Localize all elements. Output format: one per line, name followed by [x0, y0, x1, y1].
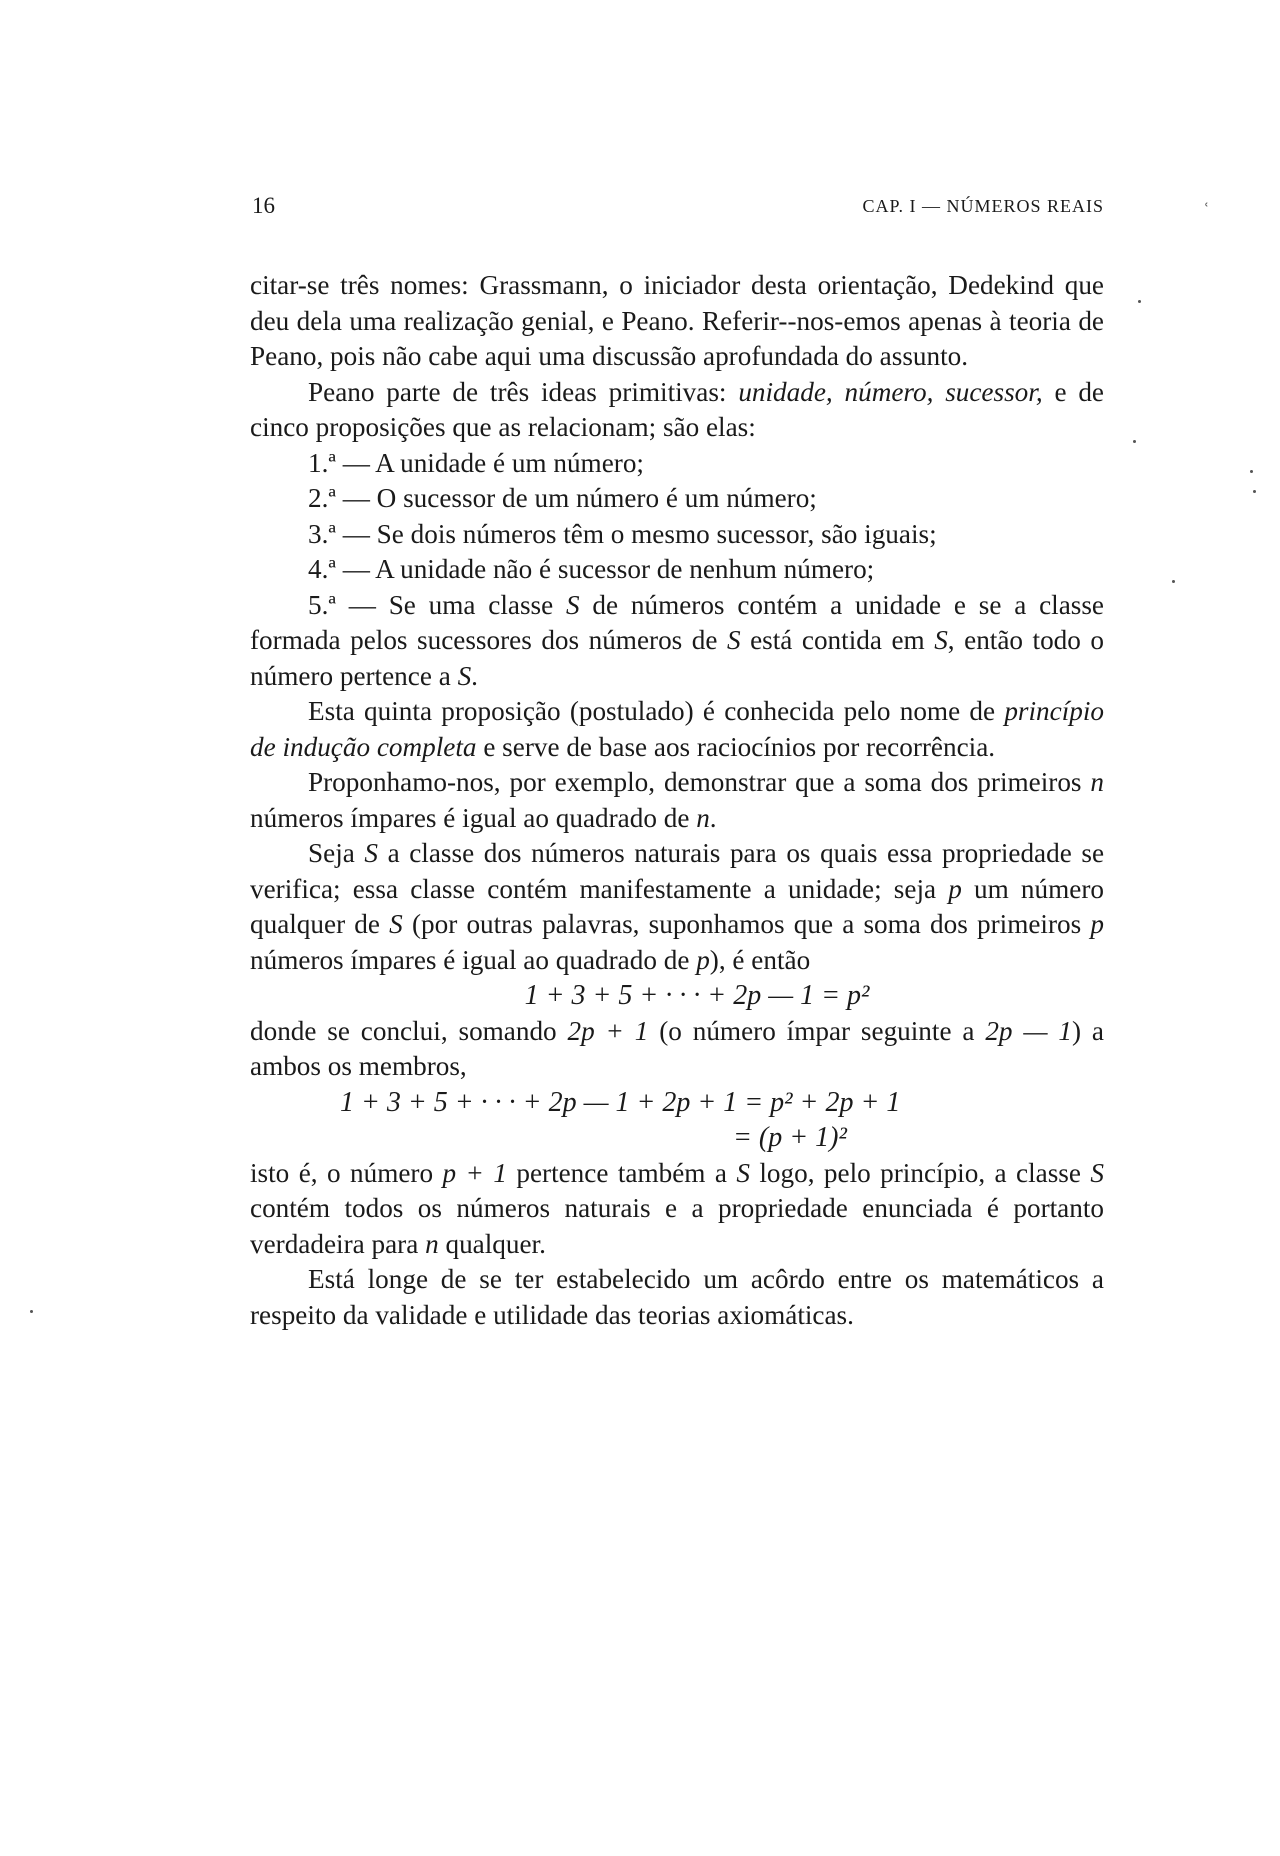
p2-terms: unidade, número, sucessor,: [738, 376, 1043, 407]
p5b-text-b: a classe dos números naturais para os quais essa propriedade se verifica; essa classe contém manifestamente a unidade; seja: [250, 838, 1105, 904]
p5-s3: S: [934, 625, 948, 655]
paragraph-2: [250, 375, 1104, 446]
equation-3: = (p + 1)²: [733, 1122, 847, 1153]
scan-speck: [30, 1310, 33, 1313]
p5b-text-a: Seja: [308, 838, 365, 868]
scan-speck: [1138, 300, 1141, 303]
p5b-p1: p: [948, 873, 962, 904]
scan-speck: [1133, 440, 1136, 443]
p3-text-b: e serve de base aos raciocínios por recorrência.: [476, 731, 996, 762]
p5-s4: S: [457, 660, 472, 691]
p7-text-c: logo, pelo princípio, a classe: [749, 1157, 1091, 1188]
p4-text-b: números ímpares é igual ao quadrado de: [250, 802, 697, 833]
p6-expr2: 2p — 1: [985, 1015, 1072, 1046]
p5-text-a: 5.ª — Se uma classe: [308, 589, 567, 620]
p5-text-b: de números contém a unidade e se a classe formada pelos sucessores dos números de: [250, 589, 1104, 655]
body-text: [250, 268, 1104, 1333]
p7-text-e: qualquer.: [438, 1228, 546, 1259]
p6-text-a: donde se conclui, somando: [250, 1015, 568, 1046]
page-header: [250, 193, 1104, 223]
p4-n2: n: [696, 802, 710, 833]
scan-speck: [1253, 490, 1256, 493]
equation-2: 1 + 3 + 5 + · · · + 2p — 1 + 2p + 1 = p² + 2p + 1: [340, 1086, 901, 1118]
p3-text-a: Esta quinta proposição (postulado) é conhecida pelo nome de: [308, 696, 1005, 726]
running-head: CAP. I — NÚMEROS REAIS: [862, 196, 1104, 216]
proposition-2: 2.ª — O sucessor de um número é um número;: [308, 483, 817, 513]
p5b-p3: p: [696, 944, 710, 975]
p5-text-d: , então todo o número pertence a: [250, 625, 1104, 691]
p4-n: n: [1090, 767, 1104, 797]
p5b-text-c: um número qualquer de: [250, 873, 1104, 939]
proposition-5: [250, 588, 1104, 695]
p7-s: S: [736, 1157, 750, 1188]
p7-text-d: contém todos os números naturais e a propriedade enunciada é portanto verdadeira para: [250, 1193, 1104, 1259]
equation-1: 1 + 3 + 5 + · · · + 2p — 1 = p²: [524, 980, 870, 1011]
p5b-s2: S: [389, 909, 403, 939]
p2-pre: Peano parte de três ideas primitivas:: [308, 376, 739, 407]
scan-mark: ʿ: [1203, 200, 1210, 222]
p7-text-a: isto é, o número: [250, 1157, 443, 1188]
p6-text-c: ) a ambos os membros,: [250, 1015, 1104, 1081]
p7-s2: S: [1090, 1157, 1104, 1188]
paragraph-3: [250, 694, 1104, 765]
p5-s1: S: [566, 589, 580, 620]
p3-term: princípio de indução completa: [250, 696, 1104, 762]
paragraph-1: citar-se três nomes: Grassmann, o iniciador desta orientação, Dedekind que deu dela uma realização genial, e Peano. Referir--nos-emos apenas à teoria de Peano, pois não cabe aqui uma discussão aprofundada do assunto.: [250, 270, 1104, 371]
p5b-text-d: (por outras palavras, suponhamos que a soma dos primeiros: [402, 909, 1091, 939]
p7-expr: p + 1: [442, 1157, 507, 1188]
p5b-text-e: números ímpares é igual ao quadrado de: [250, 944, 697, 975]
paragraph-7: [250, 1156, 1104, 1263]
p7-n: n: [425, 1228, 439, 1259]
page-number: 16: [252, 193, 275, 218]
paragraph-8: Está longe de se ter estabelecido um acôrdo entre os matemáticos a respeito da validade e utilidade das teorias axiomáticas.: [250, 1264, 1104, 1330]
p6-expr1: 2p + 1: [567, 1015, 649, 1046]
proposition-4: 4.ª — A unidade não é sucessor de nenhum número;: [308, 554, 875, 584]
paragraph-4: [250, 765, 1104, 836]
p2-post: e de cinco proposições que as relacionam; são elas:: [250, 376, 1104, 442]
p6-text-b: (o número ímpar seguinte a: [648, 1015, 986, 1046]
p5b-p2: p: [1090, 909, 1104, 939]
proposition-3: 3.ª — Se dois números têm o mesmo sucessor, são iguais;: [308, 518, 937, 549]
p5-text-e: .: [471, 660, 478, 691]
paragraph-6: [250, 1014, 1104, 1085]
p7-text-b: pertence também a: [506, 1157, 737, 1188]
p4-text-c: .: [709, 802, 717, 833]
paragraph-5: [250, 836, 1104, 978]
p5-s2: S: [726, 625, 741, 655]
p5b-text-f: ), é então: [709, 944, 811, 975]
scan-speck: [1172, 580, 1175, 583]
scan-speck: [1250, 470, 1253, 473]
p5-text-c: está contida em: [740, 625, 935, 655]
proposition-1: 1.ª — A unidade é um número;: [308, 447, 644, 478]
p4-text-a: Proponhamo-nos, por exemplo, demonstrar que a soma dos primeiros: [308, 767, 1091, 797]
p5b-s1: S: [364, 838, 378, 868]
